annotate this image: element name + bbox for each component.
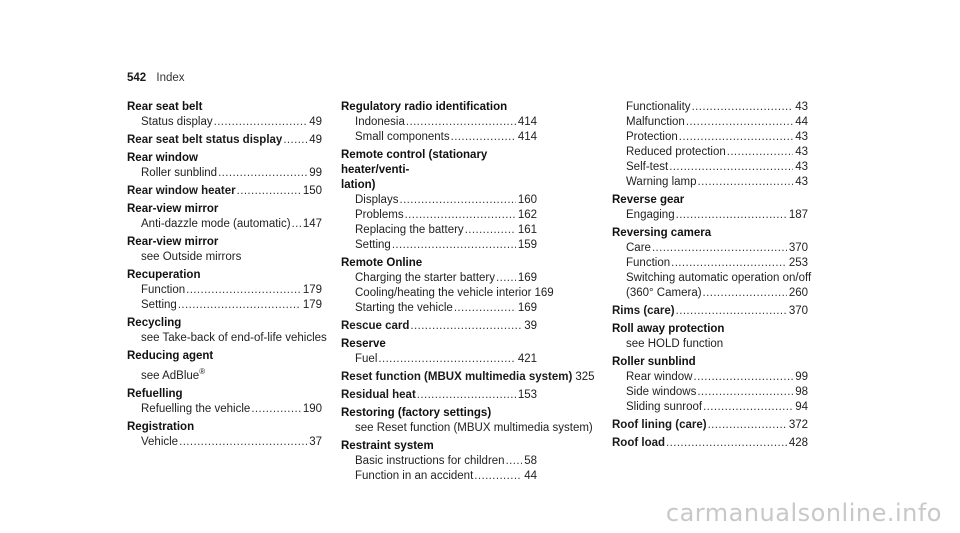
entry-heading: Reserve [341, 338, 386, 350]
page-ref: 414 [517, 116, 537, 128]
sub-entry[interactable] [127, 283, 322, 298]
index-entry [127, 235, 322, 265]
entry-heading: Rear-view mirror [127, 203, 219, 215]
page-ref: 94 [795, 401, 808, 413]
sub-entry-label: Warning lamp [626, 176, 697, 188]
index-entry [341, 337, 537, 367]
page-ref: 260 [788, 287, 808, 299]
sub-entry[interactable] [127, 166, 322, 181]
sub-entry[interactable] [612, 175, 808, 190]
entry-heading: Reversing camera [612, 227, 712, 239]
index-entry [341, 148, 537, 253]
index-entry[interactable] [612, 304, 808, 319]
page-ref: 43 [795, 161, 808, 173]
entry-heading: Refuelling [127, 387, 183, 400]
sub-entry[interactable] [612, 160, 808, 175]
sub-entry[interactable] [341, 238, 537, 253]
sub-entry-label: Setting [355, 239, 391, 251]
page-ref: 162 [517, 209, 537, 221]
page-ref: 190 [302, 402, 322, 415]
see-reference[interactable]: see HOLD function [626, 338, 724, 350]
see-reference[interactable] [127, 364, 322, 384]
sub-entry-label: Sliding sunroof [626, 401, 703, 413]
sub-entry-label: Setting [141, 299, 177, 311]
entry-heading: Recuperation [127, 269, 201, 281]
sub-entry[interactable] [127, 435, 322, 450]
entry-heading: Roller sunblind [612, 356, 696, 368]
sub-entry[interactable] [341, 208, 537, 223]
sub-entry-label: Function in an accident [355, 470, 474, 482]
sub-entry-label: Functionality [626, 101, 691, 113]
sub-entry[interactable] [341, 454, 537, 469]
index-entry[interactable] [612, 418, 808, 433]
index-entry [127, 268, 322, 313]
sub-entry-label: Side windows [626, 386, 697, 398]
entry-heading: Reducing agent [127, 350, 214, 362]
page-ref: 43 [795, 101, 808, 113]
sub-entry[interactable] [341, 130, 537, 145]
sub-entry-label: Refuelling the vehicle [141, 402, 251, 415]
sub-entry[interactable] [127, 115, 322, 130]
page-ref: 179 [302, 299, 322, 311]
page-ref: 49 [309, 116, 322, 128]
sub-entry-label: Fuel [355, 353, 378, 365]
index-entry [127, 387, 322, 417]
page-ref: 421 [517, 353, 537, 365]
sub-entry-label: Protection [626, 131, 678, 143]
entry-heading: Remote control (stationary heater/venti- [341, 149, 488, 176]
entry-heading: Roof load [612, 437, 666, 449]
index-entry [127, 316, 327, 346]
sub-entry-label: Self-test [626, 161, 669, 173]
sub-entry-label: Indonesia [355, 116, 405, 128]
index-entry[interactable] [127, 184, 322, 199]
sub-entry[interactable] [612, 145, 808, 160]
page-ref: 325 [575, 371, 595, 383]
entry-heading: Restoring (factory settings) [341, 407, 492, 419]
entry-heading: Regulatory radio identification [341, 101, 508, 113]
entry-heading: Rear-view mirror [127, 236, 219, 248]
sub-entry-label: Problems [355, 209, 404, 221]
index-entry[interactable] [341, 319, 537, 334]
index-column-1 [127, 100, 327, 453]
index-entry [612, 355, 808, 415]
sub-entry-label: Malfunction [626, 116, 685, 128]
entry-heading: Rear seat belt status display [127, 134, 283, 146]
page-ref: 187 [788, 209, 808, 221]
page-ref: 37 [309, 435, 322, 448]
page-ref: 44 [795, 116, 808, 128]
page-ref: 372 [788, 419, 808, 431]
page-ref: 169 [534, 287, 554, 299]
page-ref: 370 [788, 305, 808, 317]
page-ref: 43 [795, 131, 808, 143]
index-column-2 [341, 100, 595, 487]
entry-heading: Remote Online [341, 257, 423, 269]
sub-entry[interactable] [127, 402, 322, 417]
entry-heading: Rims (care) [612, 305, 675, 317]
sub-entry[interactable] [612, 256, 808, 271]
index-entry [127, 420, 322, 450]
sub-entry[interactable] [127, 217, 322, 232]
sub-entry[interactable] [341, 301, 537, 316]
sub-entry-label-line1: Switching automatic operation on/off [626, 272, 812, 284]
entry-heading: Rear window [127, 152, 198, 164]
page-ref: 44 [524, 470, 537, 482]
sub-entry-label: Displays [355, 194, 399, 206]
page-title: Index [156, 72, 185, 84]
page-ref: 98 [795, 386, 808, 398]
entry-heading: Registration [127, 420, 195, 433]
sub-entry[interactable] [612, 208, 808, 223]
see-reference[interactable]: see Outside mirrors [141, 251, 242, 263]
sub-entry-label: Replacing the battery [355, 224, 464, 236]
entry-heading: Recycling [127, 317, 182, 329]
watermark: carmanualsonline.info [665, 499, 942, 527]
entry-heading-cont: lation) [341, 179, 376, 191]
sub-entry-label: Vehicle [141, 435, 179, 448]
entry-heading: Reset function (MBUX multimedia system) [341, 371, 573, 383]
sub-entry-label: Engaging [626, 209, 675, 221]
page-ref: 253 [788, 257, 808, 269]
sub-entry[interactable] [341, 271, 537, 286]
sub-entry[interactable] [612, 370, 808, 385]
index-entry [341, 406, 593, 436]
page-ref: 159 [517, 239, 537, 251]
page-number: 542 [127, 72, 147, 84]
sub-entry[interactable] [612, 385, 808, 400]
index-entry[interactable] [127, 133, 322, 148]
page-ref: 179 [302, 284, 322, 296]
sub-entry-label: Small components [355, 131, 450, 143]
page-ref: 169 [517, 302, 537, 314]
sub-entry-label: Function [141, 284, 186, 296]
entry-heading: Rear window heater [127, 185, 236, 197]
sub-entry[interactable] [612, 100, 808, 115]
entry-heading: Restraint system [341, 440, 434, 452]
sub-entry[interactable] [341, 115, 537, 130]
see-reference[interactable]: see Reset function (MBUX multimedia system) [355, 422, 593, 434]
index-entry [127, 202, 322, 232]
sub-entry-label: Reduced protection [626, 146, 726, 158]
page-ref: 160 [517, 194, 537, 206]
sub-entry[interactable] [127, 298, 322, 313]
sub-entry[interactable] [341, 469, 537, 484]
sub-entry-label: Function [626, 257, 671, 269]
entry-heading: Reverse gear [612, 194, 685, 206]
page-header [127, 72, 185, 84]
sub-entry-label: (360° Camera) [626, 287, 702, 299]
entry-heading: Rescue card [341, 320, 410, 332]
index-entry[interactable] [341, 388, 537, 403]
page-ref: 43 [795, 146, 808, 158]
sub-entry-label: Cooling/heating the vehicle interior [355, 287, 532, 299]
entry-heading: Rear seat belt [127, 101, 203, 113]
index-entry[interactable] [612, 436, 808, 451]
index-entry [341, 256, 554, 316]
sub-entry[interactable] [341, 193, 537, 208]
index-entry [127, 100, 322, 130]
page-ref: 428 [788, 437, 808, 449]
index-entry [341, 100, 537, 145]
sub-entry-label: Anti-dazzle mode (automatic) [141, 218, 291, 230]
page-ref: 43 [795, 176, 808, 188]
sub-entry[interactable] [612, 241, 808, 256]
page-ref: 99 [309, 167, 322, 179]
sub-entry-label: Roller sunblind [141, 167, 218, 179]
sub-entry-label: Basic instructions for children [355, 455, 505, 467]
index-entry [612, 193, 808, 223]
index-entry-continued [612, 100, 808, 190]
sub-entry[interactable] [341, 352, 537, 367]
page-ref: 169 [517, 272, 537, 284]
sub-entry[interactable] [612, 286, 808, 301]
page-ref: 150 [302, 185, 322, 197]
sub-entry-label: Status display [141, 116, 213, 128]
index-entry [127, 151, 322, 181]
entry-heading: Roll away protection [612, 323, 725, 335]
sub-entry-label: Charging the starter battery [355, 272, 495, 284]
page-ref: 161 [517, 224, 537, 236]
index-entry [612, 322, 808, 352]
page-ref: 414 [517, 131, 537, 143]
sub-entry[interactable] [341, 286, 554, 301]
sub-entry-label: Rear window [626, 371, 693, 383]
page-ref: 99 [795, 371, 808, 383]
entry-heading: Residual heat [341, 389, 416, 401]
index-column-3 [612, 100, 812, 454]
sub-entry[interactable] [612, 130, 808, 145]
page-ref: 49 [309, 134, 322, 146]
see-reference[interactable]: see Take-back of end-of-life vehicles [141, 332, 327, 344]
see-reference-text: see AdBlue [141, 369, 200, 382]
index-entry [127, 349, 322, 384]
sub-entry[interactable] [612, 400, 808, 415]
index-entry [612, 226, 812, 301]
sub-entry-label: Starting the vehicle [355, 302, 453, 314]
sub-entry[interactable] [612, 115, 808, 130]
entry-heading: Roof lining (care) [612, 419, 707, 431]
page-ref: 370 [788, 242, 808, 254]
sub-entry-label: Care [626, 242, 651, 254]
page-ref: 58 [524, 455, 537, 467]
index-entry [341, 439, 537, 484]
sub-entry[interactable] [341, 223, 537, 238]
page-ref: 147 [302, 218, 322, 230]
page-ref: 39 [524, 320, 537, 332]
registered-mark: ® [199, 367, 206, 376]
index-entry[interactable] [341, 370, 595, 385]
page-ref: 153 [517, 389, 537, 401]
